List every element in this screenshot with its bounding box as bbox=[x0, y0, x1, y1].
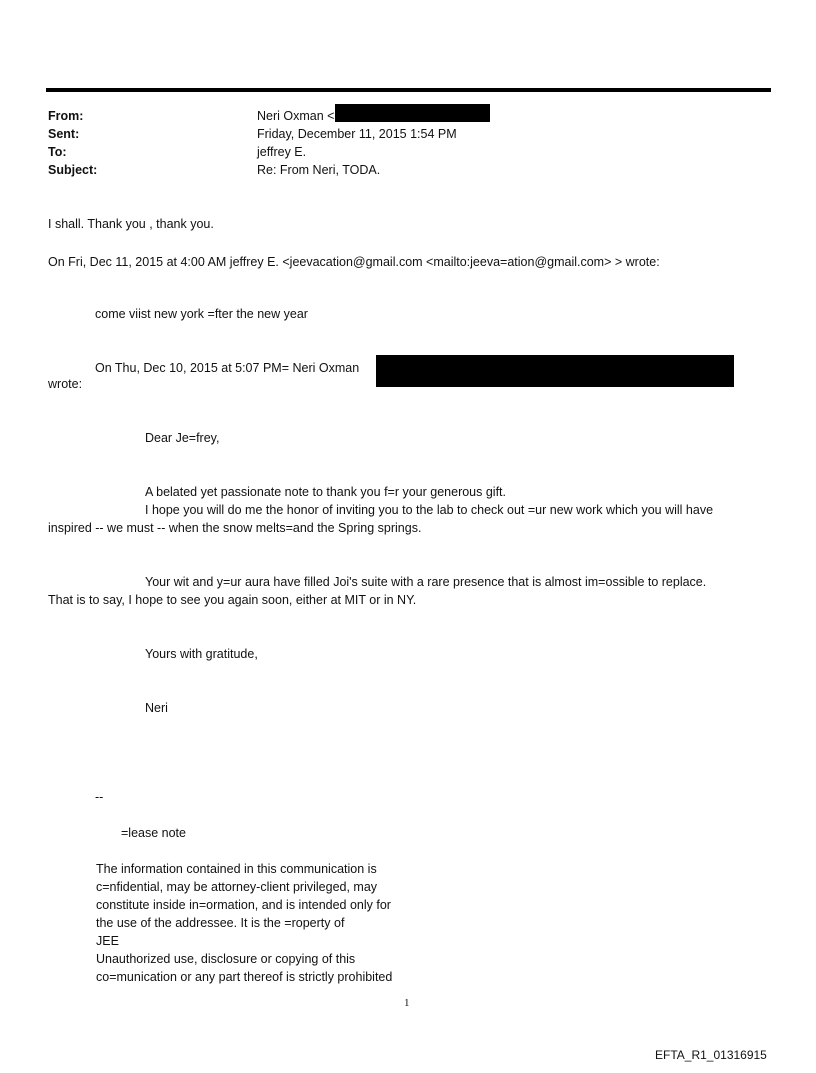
to-value: jeffrey E. bbox=[257, 145, 307, 159]
notice-line: Unauthorized use, disclosure or copying of this bbox=[96, 952, 356, 966]
sent-label: Sent: bbox=[48, 127, 80, 141]
document-id: EFTA_R1_01316915 bbox=[655, 1048, 767, 1062]
salutation: Dear Je=frey, bbox=[145, 431, 220, 445]
quote2-wrote: wrote: bbox=[48, 377, 83, 391]
signature: Neri bbox=[145, 701, 168, 715]
separator: -- bbox=[95, 790, 104, 804]
para1-line1: A belated yet passionate note to thank you f=r your generous gift. bbox=[145, 485, 507, 499]
notice-line: The information contained in this communication is bbox=[96, 862, 377, 876]
page-number: 1 bbox=[404, 997, 410, 1009]
redaction-box bbox=[335, 104, 490, 122]
notice-line: JEE bbox=[96, 934, 119, 948]
redaction-box bbox=[376, 355, 734, 387]
para2-line1: Your wit and y=ur aura have filled Joi's suite with a rare presence that is almost im=ossible to replace. bbox=[145, 575, 707, 589]
notice-title: =lease note bbox=[121, 826, 186, 840]
header-rule bbox=[46, 88, 771, 92]
reply-text: I shall. Thank you , thank you. bbox=[48, 217, 214, 231]
notice-line: the use of the addressee. It is the =roperty of bbox=[96, 916, 345, 930]
para2-line2: That is to say, I hope to see you again soon, either at MIT or in NY. bbox=[48, 593, 417, 607]
quote1-text: come viist new york =fter the new year bbox=[95, 307, 308, 321]
closing: Yours with gratitude, bbox=[145, 647, 258, 661]
notice-line: c=nfidential, may be attorney-client privileged, may bbox=[96, 880, 378, 894]
para1-line3: inspired -- we must -- when the snow melts=and the Spring springs. bbox=[48, 521, 422, 535]
from-label: From: bbox=[48, 109, 84, 123]
notice-line: constitute inside in=ormation, and is intended only for bbox=[96, 898, 391, 912]
to-label: To: bbox=[48, 145, 67, 159]
subject-value: Re: From Neri, TODA. bbox=[257, 163, 381, 177]
quote2-intro: On Thu, Dec 10, 2015 at 5:07 PM= Neri Oxman bbox=[95, 361, 360, 375]
subject-label: Subject: bbox=[48, 163, 98, 177]
quote1-intro: On Fri, Dec 11, 2015 at 4:00 AM jeffrey E. <jeevacation@gmail.com <mailto:jeeva=ation@gmail.com> > wrote: bbox=[48, 255, 660, 269]
sent-value: Friday, December 11, 2015 1:54 PM bbox=[257, 127, 457, 141]
notice-line: co=munication or any part thereof is strictly prohibited bbox=[96, 970, 393, 984]
from-value: Neri Oxman < bbox=[257, 109, 335, 123]
para1-line2: I hope you will do me the honor of inviting you to the lab to check out =ur new work which you will have bbox=[145, 503, 714, 517]
